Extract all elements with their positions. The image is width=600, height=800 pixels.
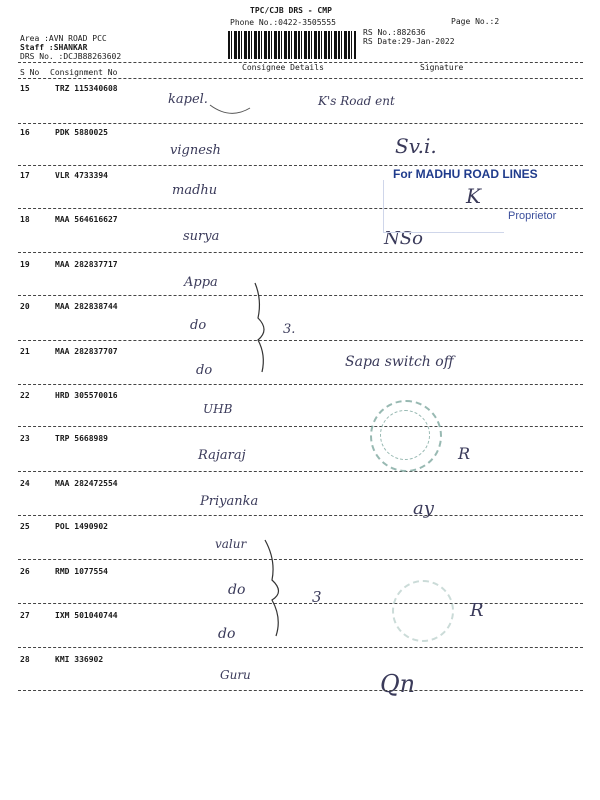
consignment-number: IXM 501040744 — [55, 611, 118, 620]
office-seal — [392, 580, 454, 642]
consignee-name: do — [190, 318, 207, 333]
row-number: 23 — [20, 434, 30, 443]
page-number: Page No.:2 — [451, 17, 500, 26]
consignment-number: MAA 282837707 — [55, 347, 118, 356]
col-consignment: Consignment No — [50, 68, 118, 77]
stamp-role: Proprietor — [508, 210, 557, 222]
consignee-name: Guru — [220, 668, 251, 682]
row-number: 16 — [20, 128, 30, 137]
row-number: 24 — [20, 479, 30, 488]
consignee-name: madhu — [172, 183, 218, 198]
phone-number: Phone No.:0422-3505555 — [230, 18, 336, 27]
consignment-number: PDK 5880025 — [55, 128, 108, 137]
group-count: 3. — [283, 322, 296, 337]
consignee-name: kapel. — [168, 92, 208, 107]
col-consignee: Consignee Details — [242, 63, 324, 72]
document-title: TPC/CJB DRS - CMP — [250, 6, 332, 15]
signature: Sv.i. — [395, 134, 437, 158]
consignee-name: surya — [183, 229, 220, 244]
rs-number: RS No.:882636 — [363, 28, 426, 37]
consignee-name: do — [228, 582, 246, 598]
consignment-number: MAA 282838744 — [55, 302, 118, 311]
consignment-number: VLR 4733394 — [55, 171, 108, 180]
row-number: 17 — [20, 171, 30, 180]
company-stamp: For MADHU ROAD LINES — [393, 167, 538, 181]
consignment-number: RMD 1077554 — [55, 567, 108, 576]
consignee-name: vignesh — [170, 143, 221, 158]
consignee-name: Appa — [184, 275, 218, 290]
row-number: 19 — [20, 260, 30, 269]
consignee-name: do — [196, 363, 213, 378]
office-seal-inner — [380, 410, 430, 460]
signature: ay — [413, 498, 434, 519]
group-count: 3 — [312, 588, 322, 606]
signature: Sapa switch off — [345, 354, 454, 370]
signature: K — [466, 184, 481, 208]
row-number: 26 — [20, 567, 30, 576]
consignee-name: UHB — [203, 402, 233, 416]
row-number: 22 — [20, 391, 30, 400]
row-number: 18 — [20, 215, 30, 224]
consignment-number: MAA 282472554 — [55, 479, 118, 488]
consignment-number: KMI 336902 — [55, 655, 104, 664]
consignee-name: valur — [215, 537, 247, 551]
consignee-name: do — [218, 626, 236, 642]
company-stamp-box — [383, 180, 504, 233]
row-number: 15 — [20, 84, 30, 93]
consignment-number: MAA 564616627 — [55, 215, 118, 224]
consignment-number: TRZ 115340608 — [55, 84, 118, 93]
col-signature: Signature — [420, 63, 464, 72]
consignment-number: HRD 305570016 — [55, 391, 118, 400]
signature: NSo — [384, 228, 423, 249]
row-number: 25 — [20, 522, 30, 531]
consignee-name: Priyanka — [200, 494, 259, 509]
area-label: Area :AVN ROAD PCC — [20, 34, 107, 43]
signature: R — [470, 600, 484, 621]
row-number: 28 — [20, 655, 30, 664]
signature: R — [458, 444, 471, 463]
consignment-number: MAA 282837717 — [55, 260, 118, 269]
consignment-number: TRP 5668989 — [55, 434, 108, 443]
consignee-name: Rajaraj — [198, 448, 246, 463]
drs-number: DRS No. :DCJB88263602 — [20, 52, 122, 61]
row-number: 20 — [20, 302, 30, 311]
row-number: 21 — [20, 347, 30, 356]
consignment-number: POL 1490902 — [55, 522, 108, 531]
col-sno: S No — [20, 68, 40, 77]
staff-label: Staff :SHANKAR — [20, 43, 88, 52]
rs-date: RS Date:29-Jan-2022 — [363, 37, 455, 46]
signature: Qn — [380, 670, 416, 698]
row-number: 27 — [20, 611, 30, 620]
consignee-extra: K's Road ent — [318, 94, 395, 108]
